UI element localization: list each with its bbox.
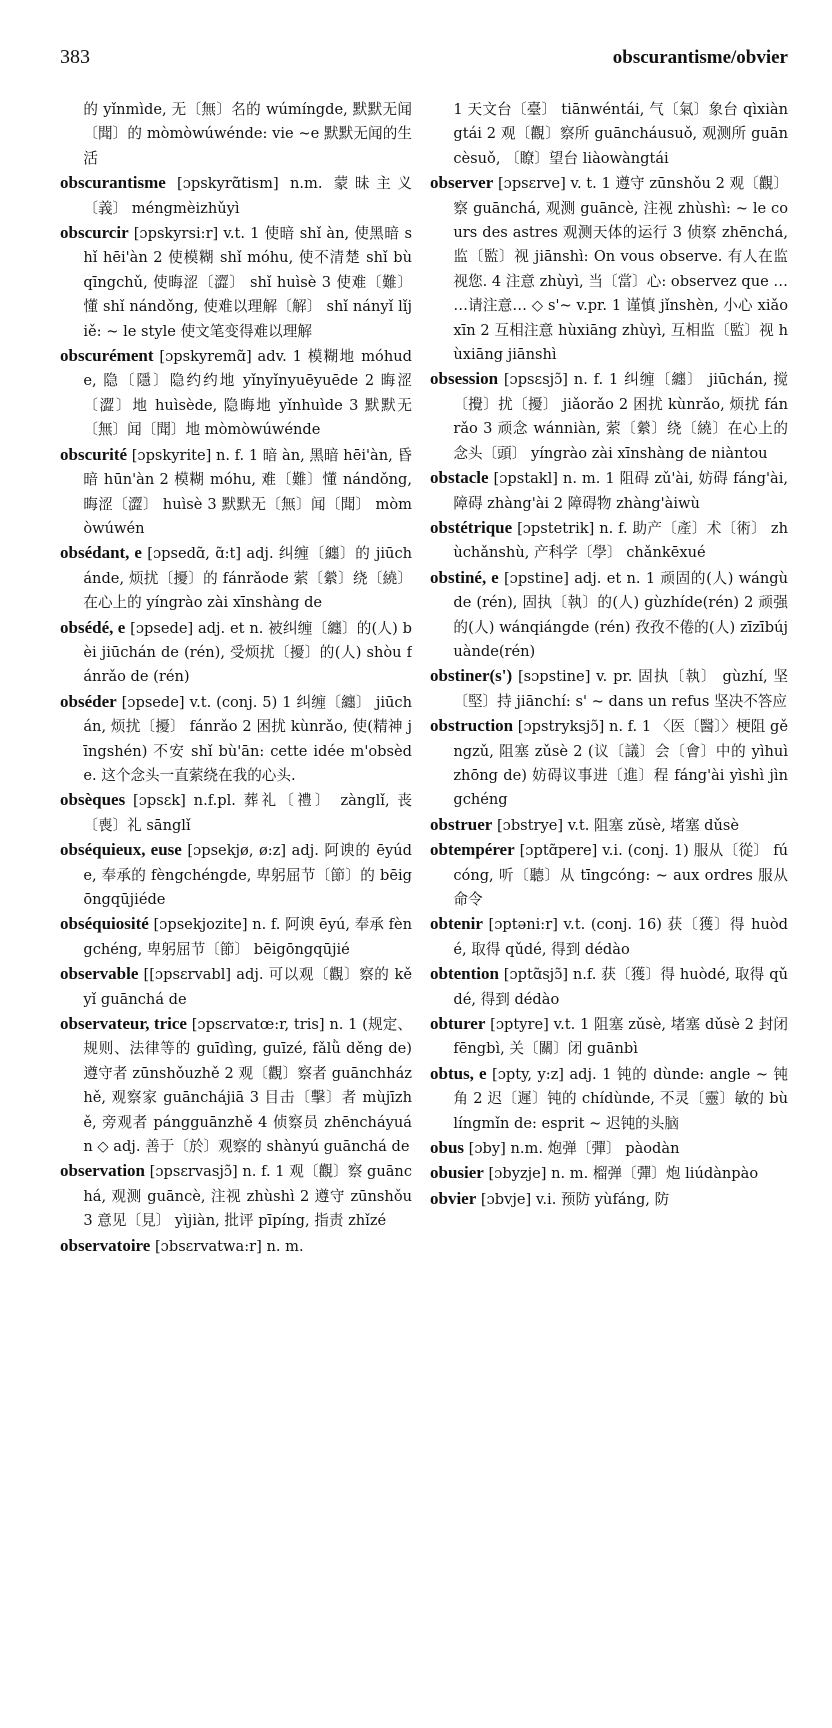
dictionary-entry: [430, 714, 788, 813]
entry-pronunciation: [ɔpsedɑ̃, ɑ̃:t]: [147, 545, 242, 563]
entry-headword: obtempérer: [430, 840, 515, 860]
entry-definition: v.t. (conj. 16) 获〔獲〕得 huòdé, 取得 qǔdé, 得到 dédào: [453, 916, 788, 958]
dictionary-entry: [60, 962, 412, 1012]
entry-definition: n. f. 1 观〔觀〕察 guānchá, 观测 guāncè, 注视 zhùshì 2 遵守 zūnshǒu 3 意见〔見〕 yìjiàn, 批评 pīpíng, 指责 zhǐzé: [83, 1163, 412, 1230]
entry-definition: v.i. 预防 yùfáng, 防: [535, 1190, 670, 1208]
left-column: [60, 98, 412, 1708]
entry-pronunciation: [ɔpsede]: [121, 693, 185, 711]
dictionary-entry: [430, 664, 788, 714]
entry-definition: n. f. 1 暗 àn, 黑暗 hēi'àn, 昏暗 hūn'àn 2 模糊 móhu, 难〔難〕懂 nándǒng, 晦涩〔澀〕 huìsè 3 默默无〔無〕闻〔聞〕 mòmòwúwén: [83, 446, 412, 537]
entry-definition: n.f. 获〔獲〕得 huòdé, 取得 qǔdé, 得到 dédào: [453, 966, 788, 1008]
dictionary-entry: [60, 98, 412, 171]
entry-definition: adj. et n. 被纠缠〔纏〕的(人) bèi jiūchán de (rén), 受烦扰〔擾〕的(人) shòu fánrǎo de (rén): [83, 619, 412, 686]
entry-definition: n. f. 助产〔產〕术〔術〕 zhùchǎnshù, 产科学〔學〕 chǎnkēxué: [453, 519, 788, 562]
entry-headword: obséquiosité: [60, 914, 149, 934]
entry-pronunciation: [ɔpsɛrve]: [497, 175, 566, 193]
entry-definition: v.t. (conj. 5) 1 纠缠〔纏〕 jiūchán, 烦扰〔擾〕 fánrǎo 2 困扰 kùnrǎo, 使(精神 jīngshén) 不安 shǐ bù'ān: cette idée m'obsède. 这个念头一直萦绕在我的心头.: [83, 693, 412, 784]
entry-pronunciation: [ɔptyre]: [490, 1016, 549, 1034]
dictionary-entry: [60, 443, 412, 542]
entry-pronunciation: [ɔptɑ̃pere]: [519, 842, 598, 860]
entry-headword: obtention: [430, 964, 499, 984]
entry-headword: obséder: [60, 691, 117, 711]
entry-definition: adj. 可以观〔觀〕察的 kěyǐ guānchá de: [83, 966, 412, 1008]
entry-pronunciation: [[ɔpsɛrvabl]: [143, 966, 232, 984]
entry-headword: obscurcir: [60, 223, 129, 243]
entry-definition: adj. et n. 1 顽固的(人) wángùde (rén), 固执〔執〕的(人) gùzhíde(rén) 2 顽强的(人) wánqiángde (rén) 孜孜不倦的(人) zīzībújuànde(rén): [453, 569, 788, 660]
entry-definition: v. t. 1 遵守 zūnshǒu 2 观〔觀〕察 guānchá, 观测 guāncè, 注视 zhùshì: ~ le cours des astres 观测天体的运行 3 侦察 zhēnchá, 监〔監〕视 jiānshì: On vous observe. 有人在监视您. 4 注意 zhùyì, 当〔當〕心: observez que … …请注意… ◇ s'~ v.pr. 1 谨慎 jǐnshèn, 小心 xiǎoxīn 2 互相注意 hùxiāng zhùyì, 互相监〔監〕视 hùxiāng jiānshì: [453, 175, 788, 364]
entry-headword: obstruer: [430, 814, 493, 834]
entry-definition: adj. 纠缠〔纏〕的 jiūchánde, 烦扰〔擾〕的 fánrǎode 萦〔縈〕绕〔繞〕在心上的 yíngrào zài xīnshàng de: [83, 545, 412, 612]
entry-pronunciation: [ɔpsede]: [130, 619, 194, 637]
dictionary-entry: [430, 838, 788, 912]
entry-definition: n. f. 1 纠缠〔纏〕 jiūchán, 搅〔攪〕扰〔擾〕 jiǎorǎo 2 困扰 kùnrǎo, 烦扰 fánrǎo 3 顽念 wánniàn, 萦〔縈〕绕〔繞〕在心上的念头〔頭〕 yíngrào zài xīnshàng de niàntou: [453, 371, 788, 462]
dictionary-entry: [430, 566, 788, 665]
dictionary-entry: [430, 171, 788, 367]
dictionary-entry: [60, 788, 412, 838]
entry-definition: n. 1 (规定、规则、法律等的 guīdìng, guīzé, fǎlǜ děng de) 遵守者 zūnshǒuzhě 2 观〔觀〕察者 guānchházhě, 观察家 guāncháj​iā 3 目击〔擊〕者 mùjīzhě, 旁观者 pángguānzhě 4 侦察员 zhēncháyuán ◇ adj. 善于〔於〕观察的 shànyú guānchá de: [83, 1016, 412, 1156]
entry-definition: adj. 1 钝的 dùnde: angle ~ 钝角 2 迟〔遲〕钝的 chídùnde, 不灵〔靈〕敏的 bù língmǐn de: esprit ~ 迟钝的头脑: [453, 1065, 788, 1132]
entry-pronunciation: [ɔpty, y:z]: [492, 1065, 565, 1083]
entry-headword: obvier: [430, 1188, 477, 1208]
entry-pronunciation: [ɔpsɛk]: [133, 792, 186, 810]
entry-definition: n. f. 阿谀 ēyú, 奉承 fèngchéng, 卑躬屈节〔節〕 bēigōngqūjié: [83, 916, 412, 958]
entry-headword: observation: [60, 1161, 145, 1181]
entry-pronunciation: [ɔptɑ̃sjɔ̃]: [503, 966, 569, 984]
dictionary-entry: [60, 1234, 412, 1259]
entry-headword: observatoire: [60, 1235, 151, 1255]
dictionary-entry: [60, 616, 412, 690]
entry-pronunciation: [ɔbvje]: [480, 1190, 532, 1208]
dictionary-entry: [60, 690, 412, 789]
entry-headword: observable: [60, 964, 139, 984]
entry-pronunciation: [ɔbsɛrvatwa:r]: [154, 1237, 262, 1255]
entry-pronunciation: [ɔby]: [468, 1140, 506, 1158]
entry-definition: n.m. 炮弹〔彈〕 pàodàn: [510, 1140, 680, 1158]
dictionary-entry: [60, 221, 412, 344]
dictionary-entry: [430, 1012, 788, 1062]
dictionary-entry: [430, 98, 788, 171]
entry-pronunciation: [ɔpskyrɑ̃tism]: [177, 175, 279, 193]
entry-headword: obsession: [430, 369, 499, 389]
entry-headword: observateur, trice: [60, 1014, 187, 1034]
dictionary-entry: [430, 466, 788, 516]
dictionary-entry: [430, 1062, 788, 1136]
dictionary-entry: [430, 962, 788, 1012]
entry-pronunciation: [ɔpsekjozite]: [153, 916, 248, 934]
entry-headword: obus: [430, 1138, 465, 1158]
entry-headword: obscurément: [60, 346, 154, 366]
entry-headword: observer: [430, 173, 494, 193]
entry-headword: obséquieux, euse: [60, 840, 182, 860]
entry-headword: obstacle: [430, 468, 489, 488]
running-head: obscurantisme/obvier: [612, 47, 788, 68]
dictionary-entry: [60, 541, 412, 615]
entry-pronunciation: [ɔpsɛrvasjɔ̃]: [149, 1163, 238, 1181]
entry-definition: adj. 阿谀的 ēyúde, 奉承的 fèngchéngde, 卑躬屈节〔節〕的 bēigōngqūjiéde: [83, 842, 412, 908]
entry-pronunciation: [ɔpskyrsi:r]: [133, 225, 219, 243]
entry-headword: obstiné, e: [430, 567, 499, 587]
entry-pronunciation: [ɔbyzje]: [488, 1165, 547, 1183]
entry-definition: 的 yǐnmìde, 无〔無〕名的 wúmíngde, 默默无闻〔聞〕的 mòmòwúwénde: vie ~e 默默无闻的生活: [83, 101, 412, 167]
entry-headword: obturer: [430, 1014, 486, 1034]
entry-headword: obsèques: [60, 790, 126, 810]
entry-definition: n.m. 蒙昧主义〔義〕 méngmèizhǔyì: [83, 175, 412, 217]
entry-definition: n.f.pl. 葬礼〔禮〕 zànglǐ, 丧〔喪〕礼 sānglǐ: [83, 792, 412, 834]
entry-pronunciation: [ɔpstryksjɔ̃]: [517, 718, 605, 736]
dictionary-entry: [60, 171, 412, 221]
entry-pronunciation: [ɔpstine]: [503, 569, 569, 587]
dictionary-entry: [430, 516, 788, 566]
entry-definition: n. m.: [266, 1237, 304, 1255]
entry-pronunciation: [ɔpskyrite]: [131, 446, 212, 464]
entry-headword: obsédant, e: [60, 543, 142, 563]
dictionary-entry: [60, 1159, 412, 1233]
page-number: 383: [60, 46, 90, 68]
entry-definition: v. pr. 固执〔執〕 gùzhí, 坚〔堅〕持 jiānchí: s' ~ dans un refus 坚决不答应: [453, 668, 788, 710]
entry-headword: obtenir: [430, 914, 483, 934]
entry-pronunciation: [ɔpskyremɑ̃]: [159, 348, 252, 366]
entry-headword: obstiner(s'): [430, 666, 513, 686]
entry-headword: obtus, e: [430, 1063, 487, 1083]
entry-definition: 1 天文台〔臺〕 tiānwéntái, 气〔氣〕象台 qìxiàngtái 2 观〔觀〕察所 guāncháusuǒ, 观测所 guāncèsuǒ, 〔瞭〕望台 liàowàngtái: [453, 101, 788, 167]
dictionary-entry: [430, 1187, 788, 1212]
entry-pronunciation: [sɔpstine]: [517, 668, 591, 686]
dictionary-entry: [60, 912, 412, 962]
dictionary-entry: [60, 344, 412, 443]
entry-pronunciation: [ɔpsɛrvatœ:r, tris]: [191, 1016, 325, 1034]
dictionary-entry: [430, 1136, 788, 1161]
entry-pronunciation: [ɔpsekjø, ø:z]: [187, 842, 287, 860]
entry-definition: v.t. 阻塞 zǔsè, 堵塞 dǔsè: [567, 816, 740, 834]
entry-definition: adv. 1 模糊地 móhude, 隐〔隱〕隐约约地 yǐnyǐnyuēyuēde 2 晦涩〔澀〕地 huìsède, 隐晦地 yǐnhuìde 3 默默无〔無〕闻〔聞〕地 mòmòwúwénde: [83, 348, 412, 439]
entry-pronunciation: [ɔpstakl]: [493, 470, 558, 488]
entry-pronunciation: [ɔpstetrik]: [517, 519, 595, 537]
entry-pronunciation: [ɔptəni:r]: [488, 916, 558, 934]
dictionary-entry: [60, 1012, 412, 1159]
entry-headword: obsédé, e: [60, 617, 126, 637]
entry-headword: obusier: [430, 1163, 484, 1183]
entry-definition: v.t. 1 使暗 shǐ àn, 使黑暗 shǐ hēi'àn 2 使模糊 shǐ móhu, 使不清楚 shǐ bù qīngchǔ, 使晦涩〔澀〕 shǐ huìsè 3 使难〔難〕懂 shǐ nándǒng, 使难以理解〔解〕 shǐ nányǐ lǐjiě: ~ le style 使文笔变得难以理解: [83, 225, 412, 340]
entry-definition: n. m. 1 阻碍 zǔ'ài, 妨碍 fáng'ài, 障碍 zhàng'ài 2 障碍物 zhàng'àiwù: [453, 470, 788, 512]
entry-headword: obscurantisme: [60, 173, 166, 193]
entry-pronunciation: [ɔbstrye]: [496, 816, 564, 834]
dictionary-entry: [430, 1161, 788, 1186]
entry-headword: obstruction: [430, 716, 514, 736]
entry-pronunciation: [ɔpsɛsjɔ̃]: [503, 371, 568, 389]
dictionary-entry: [430, 912, 788, 962]
right-column: [430, 98, 788, 1708]
dictionary-entry: [430, 813, 788, 838]
entry-definition: n. m. 榴弹〔彈〕炮 liúdànpào: [551, 1165, 759, 1183]
entry-headword: obstétrique: [430, 517, 513, 537]
entry-headword: obscurité: [60, 444, 128, 464]
entry-definition: v.t. 1 阻塞 zǔsè, 堵塞 dǔsè 2 封闭 fēngbì, 关〔關〕闭 guānbì: [453, 1016, 788, 1058]
page-header: [60, 46, 788, 76]
dictionary-entry: [60, 838, 412, 912]
entry-definition: v.i. (conj. 1) 服从〔從〕 fúcóng, 听〔聽〕从 tīngcóng: ~ aux ordres 服从命令: [453, 842, 788, 908]
dictionary-entry: [430, 367, 788, 466]
entry-definition: n. f. 1 〈医〔醫〕〉梗阻 gěngzǔ, 阻塞 zǔsè 2 (议〔議〕会〔會〕中的 yìhuì zhōng de) 妨碍议事进〔進〕程 fáng'ài yìshì jìngchéng: [453, 718, 788, 809]
